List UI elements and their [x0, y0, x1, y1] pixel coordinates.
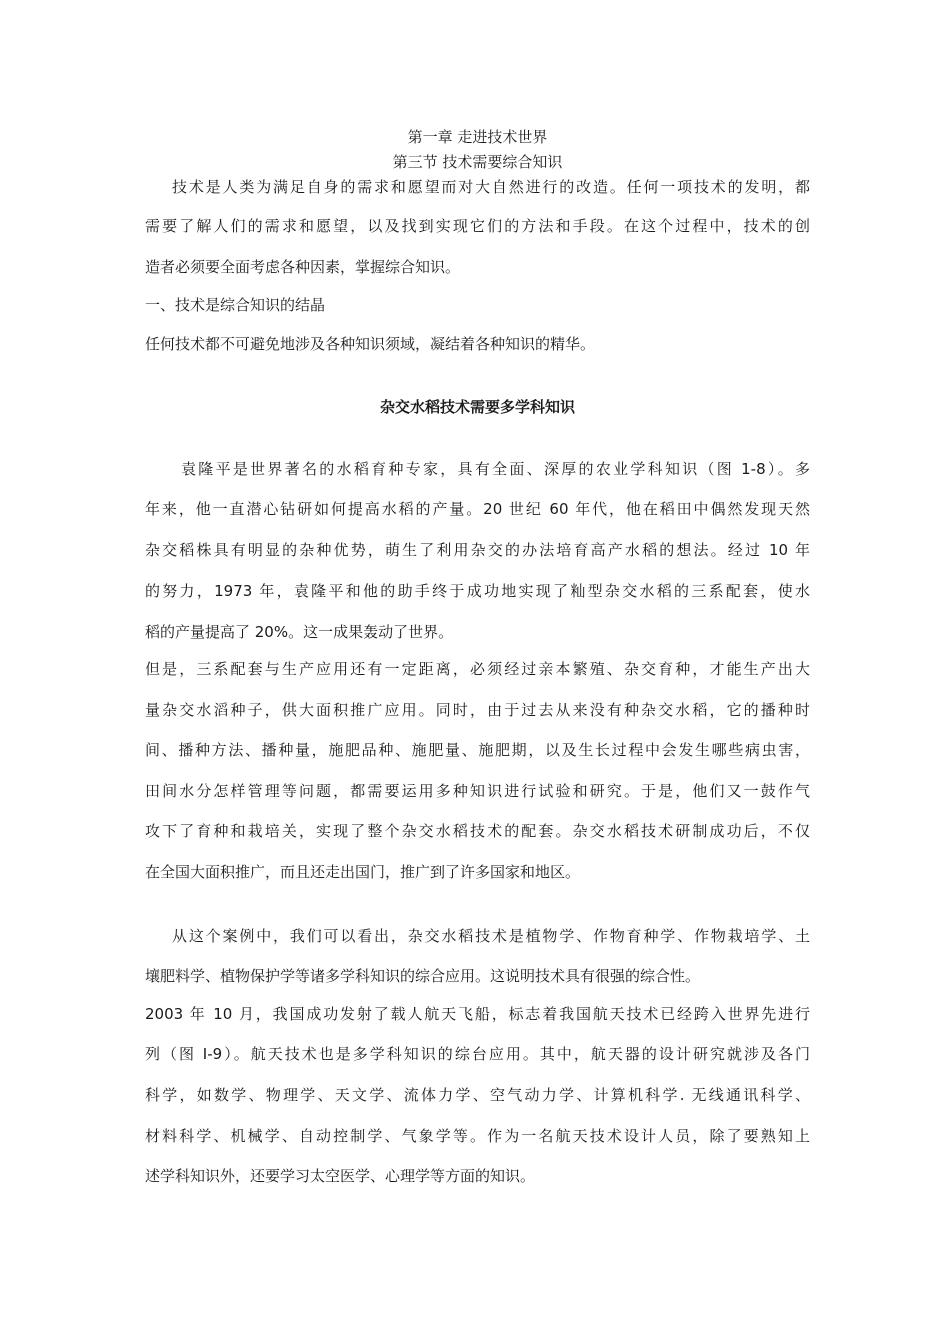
case-paragraph-line: 攻下了育种和栽培关，实现了整个杂交水稻技术的配套。杂交水稻技术研制成功后，不仅: [145, 822, 810, 840]
space-paragraph-line: 科学，如数学、物理学、天文学、流体力学、空气动力学、计算机科学. 无线通讯科学、: [145, 1086, 810, 1104]
case-paragraph-line: 杂交稻株具有明显的杂种优势，萌生了利用杂交的办法培育高产水稻的想法。经过 10 年: [145, 541, 810, 559]
subheading: 一、技术是综合知识的结晶: [145, 296, 326, 314]
summary-line: 任何技术都不可避免地涉及各种知识须域，凝结着各种知识的精华。: [145, 335, 596, 353]
case-paragraph-line: 的努力，1973 年，袁隆平和他的助手终于成功地实现了籼型杂交水稻的三系配套，使水: [145, 582, 810, 600]
space-paragraph-line: 材料科学、机械学、自动控制学、气象学等。作为一名航天技术设计人员，除了要熟知上: [145, 1127, 810, 1145]
section-title: 第三节 技术需要综合知识: [392, 153, 563, 171]
space-paragraph-line: 述学科知识外，还要学习太空医学、心理学等方面的知识。: [145, 1167, 536, 1185]
intro-line: 技术是人类为满足自身的需求和愿望而对大自然进行的改造。任何一项技术的发明，都: [172, 178, 810, 196]
case-title: 杂交水稻技术需要多学科知识: [379, 398, 575, 416]
intro-line: 需要了解人们的需求和愿望，以及找到实现它们的方法和手段。在这个过程中，技术的创: [145, 217, 810, 235]
case-paragraph-line: 间、播种方法、播种量，施肥品种、施肥量、施肥期，以及生长过程中会发生哪些病虫害，: [145, 741, 810, 759]
case-paragraph-line: 年来，他一直潜心钻研如何提高水稻的产量。20 世纪 60 年代，他在稻田中偶然发现天然: [145, 500, 810, 518]
case-paragraph-line: 田间水分怎样管理等问题，都需要运用多种知识进行试验和研究。于是，他们又一鼓作气: [145, 782, 810, 800]
conclusion-line: 从这个案例中，我们可以看出，杂交水稻技术是植物学、作物育种学、作物栽培学、土: [172, 927, 810, 945]
chapter-title: 第一章 走进技术世界: [407, 128, 548, 146]
case-paragraph-line: 但是，三系配套与生产应用还有一定距离，必须经过亲本繁殖、杂交育种，才能生产出大: [145, 660, 810, 678]
case-paragraph-line: 稻的产量提高了 20%。这一成果轰动了世界。: [145, 623, 454, 641]
conclusion-line: 壤肥料学、植物保护学等诸多学科知识的综合应用。这说明技术具有很强的综合性。: [145, 967, 701, 985]
case-paragraph-line: 在全国大面积推广，而且还走出国门，推广到了许多国家和地区。: [145, 863, 581, 881]
case-paragraph-line: 量杂交水滔种子，供大面积推广应用。同时，由于过去从来没有种杂交水稻，它的播种时: [145, 701, 810, 719]
space-paragraph-line: 列（图 I-9）。航天技术也是多学科知识的综台应用。其中，航天器的设计研究就涉及各门: [145, 1045, 810, 1063]
case-paragraph-line: 袁隆平是世界著名的水稻育种专家，具有全面、深厚的农业学科知识（图 1-8）。多: [181, 460, 810, 478]
intro-line: 造者必须要全面考虑各种因素，掌握综合知识。: [145, 258, 461, 276]
space-paragraph-line: 2003 年 10 月，我国成功发射了载人航天飞船，标志着我国航天技术已经跨入世界先进行: [145, 1005, 810, 1023]
